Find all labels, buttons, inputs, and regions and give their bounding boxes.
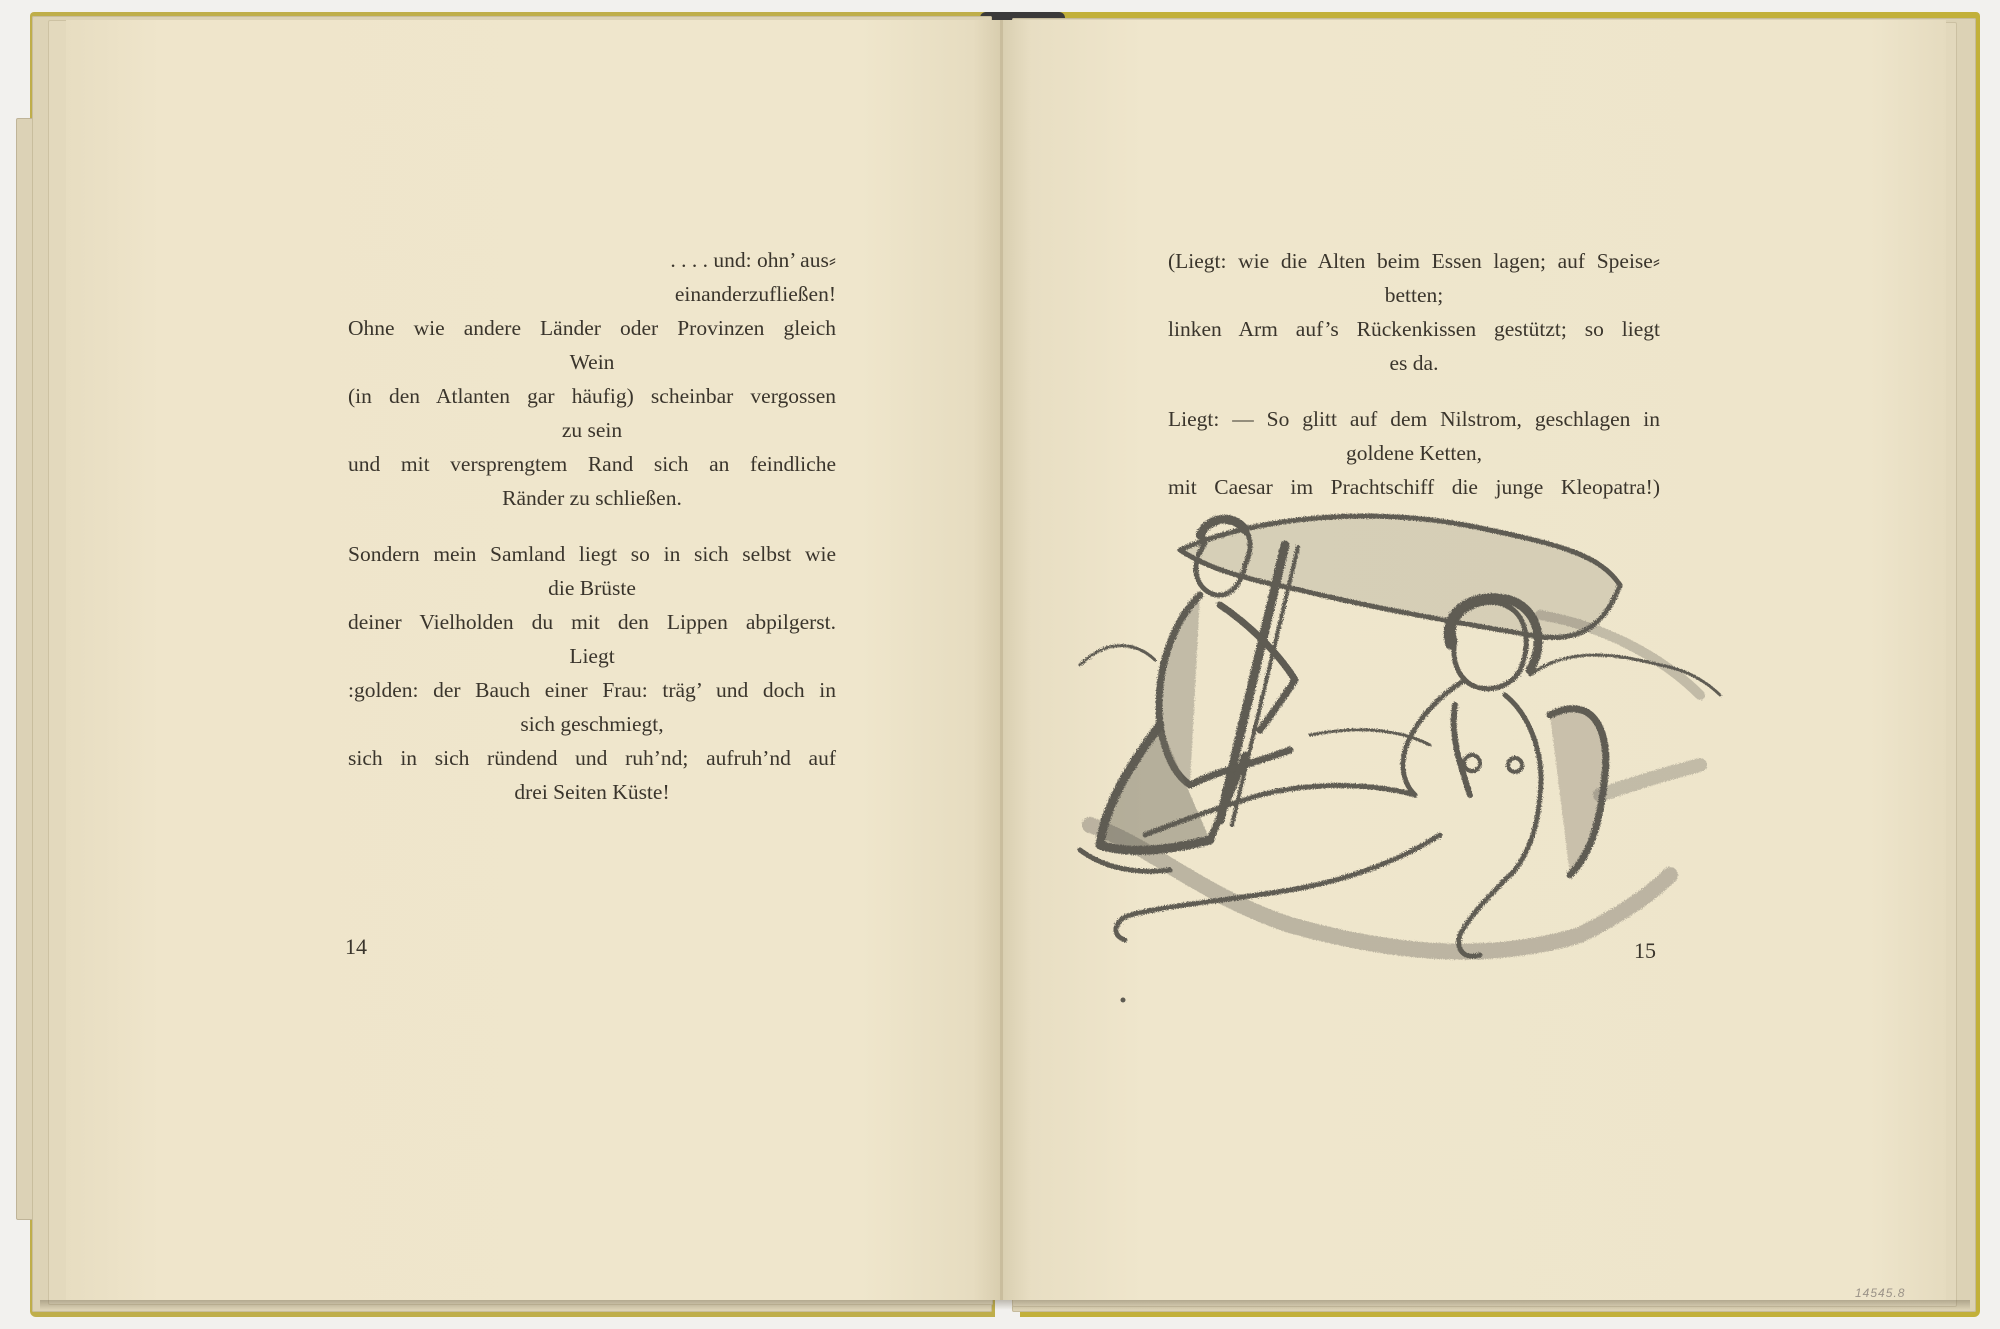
poem-line: linken Arm auf’s Rückenkissen gestützt; so liegt (1168, 317, 1660, 341)
poem-line: . . . . und: ohn’ aus⸗ (670, 248, 836, 272)
poem-line: goldene Ketten, (1345, 441, 1483, 465)
poem-line: zu sein (561, 418, 623, 442)
catalog-number-pencil-mark: 14545.8 (1855, 1286, 1906, 1300)
poem-line: Liegt (569, 644, 615, 668)
poem-line: es da. (1389, 351, 1439, 375)
poem-line: :golden: der Bauch einer Frau: träg’ und doch in (348, 678, 836, 702)
poem-line: mit Caesar im Prachtschiff die junge Kleopatra!) (1168, 475, 1660, 499)
poem-line: deiner Vielholden du mit den Lippen abpilgerst. (348, 610, 836, 634)
poem-line: drei Seiten Küste! (514, 780, 670, 804)
poem-line: (Liegt: wie die Alten beim Essen lagen; auf Speise⸗ (1168, 249, 1660, 273)
poem-line: Ohne wie andere Länder oder Provinzen gleich (348, 316, 836, 340)
poem-line: die Brüste (548, 576, 636, 600)
poem-line: (in den Atlanten gar häufig) scheinbar vergossen (348, 384, 836, 408)
poem-line: Ränder zu schließen. (502, 486, 682, 510)
right-page-poem (1168, 244, 1660, 526)
poem-line: Wein (569, 350, 615, 374)
left-page-poem (348, 243, 836, 831)
book-bottom-shadow (40, 1300, 1970, 1310)
page-number-right: 15 (1634, 938, 1656, 963)
poem-line: und mit versprengtem Rand sich an feindliche (348, 452, 836, 476)
poem-line: Sondern mein Samland liegt so in sich selbst wie (348, 542, 836, 566)
poem-line: sich in sich ründend und ruh’nd; aufruh’nd auf (348, 746, 836, 770)
page-number-left: 14 (345, 934, 367, 959)
poem-line: sich geschmiegt, (520, 712, 664, 736)
stanza (348, 243, 836, 515)
poem-line: Liegt: — So glitt auf dem Nilstrom, geschlagen in (1168, 407, 1660, 431)
poem-line: betten; (1384, 283, 1444, 307)
stanza (1168, 244, 1660, 380)
poem-line: einanderzufließen! (674, 282, 836, 306)
stanza (1168, 402, 1660, 504)
stanza (348, 537, 836, 809)
